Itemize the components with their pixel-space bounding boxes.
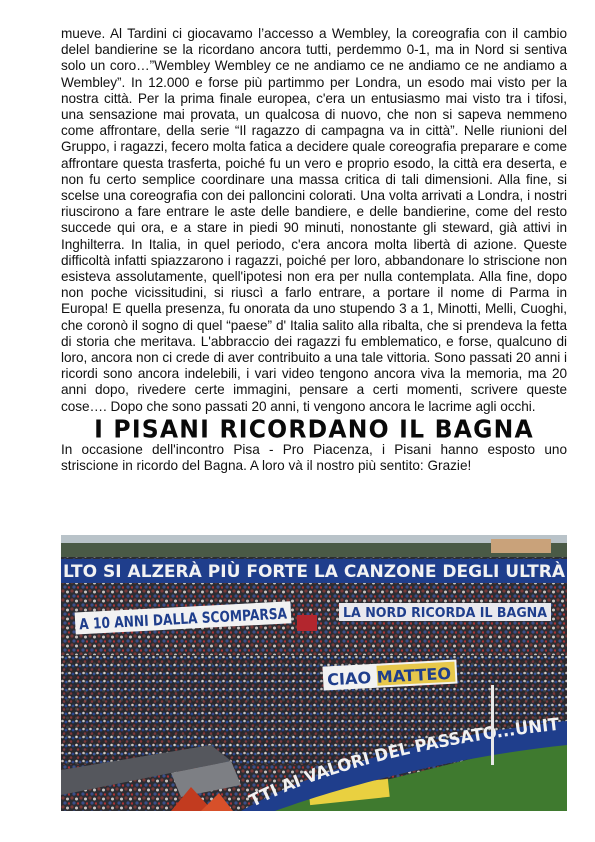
- banner-right: [339, 603, 551, 621]
- banner-middle-text: CIAO MATTEO: [326, 663, 451, 690]
- stadium-photo: [61, 535, 567, 811]
- banner-right-text: LA NORD RICORDA IL BAGNA: [343, 606, 547, 621]
- article: [61, 26, 567, 474]
- article-paragraph: mueve. Al Tardini ci giocavamo l’accesso a Wembley, la coreografia con il cambio delel bandierine se la ricordano ancora tutti, perdemmo 0-1, ma in Nord si sentiva solo un coro…”Wembley Wembley ce ne andiamo ce ne andiamo ce ne andiamo a Wembley”. In 12.000 e forse più partimmo per Londra, un esodo mai visto per la nostra città. Per la prima finale europea, c'era un entusiasmo mai visto tra i tifosi, una sensazione mai provata, un qualcosa di nuovo, che non si sapeva nemmeno come affrontare, della serie “Il ragazzo di campagna va in città”. Nelle riunioni del Gruppo, i ragazzi, fecero molta fatica a decidere quale coreografia preparare e come affrontare questa trasferta, poiché fu un vero e proprio esodo, la città era deserta, e non fu certo semplice coordinare una massa critica di tali dimensioni. Alla fine, si scelse una coreografia con dei palloncini colorati. Una volta arrivati a Londra, i nostri riuscirono a fare entrare le aste delle bandiere, e delle bandierine, come del resto succede qui ora, e a stare in piedi 90 minuti, nonostante gli steward, già attivi in Inghilterra. In Italia, in quel periodo, c'era ancora molta libertà di azione. Queste difficoltà infatti spiazzarono i ragazzi, poiché per loro, abbandonare lo striscione non esisteva assolutamente, quell'ipotesi non era per nulla contemplata. Alla fine, dopo non poche vicissitudini, si riuscì a farlo entrare, a portare il nome di Parma in Europa! E quella presenza, fu onorata da uno stupendo 3 a 1, Minotti, Melli, Cuoghi, che coronò il sogno di quel “paese” d' Italia salito alla ribalta, che si prendeva la fetta di storia che meritava. L'abbraccio dei ragazzi fu emblematico, e forse, qualcuno di loro, ancora non ci crede di aver contribuito a una tale vittoria. Sono passati 20 anni i ricordi sono ancora indelebili, i vari video tengono ancora viva la memoria, ma 20 anni dopo, rivedere certe immagini, pensare a certi momenti, scrivere queste cose…. Dopo che sono passati 20 anni, ti vengono ancora le lacrime agli occhi.: [61, 26, 567, 414]
- article-paragraph: In occasione dell'incontro Pisa - Pro Piacenza, i Pisani hanno esposto uno striscione in ricordo del Bagna. A loro và il nostro più sentito: Grazie!: [61, 441, 567, 474]
- banner-bottom-text: TTI AI VALORI DEL PASSATO...UNIT: [246, 714, 561, 811]
- banner-top: [61, 559, 567, 583]
- section-heading: I PISANI RICORDANO IL BAGNA: [94, 414, 534, 444]
- banner-left-text: A 10 ANNI DALLA SCOMPARSA: [78, 601, 335, 634]
- banner-top-text: LTO SI ALZERÀ PIÙ FORTE LA CANZONE DEGLI ULTRÀ: [63, 562, 565, 582]
